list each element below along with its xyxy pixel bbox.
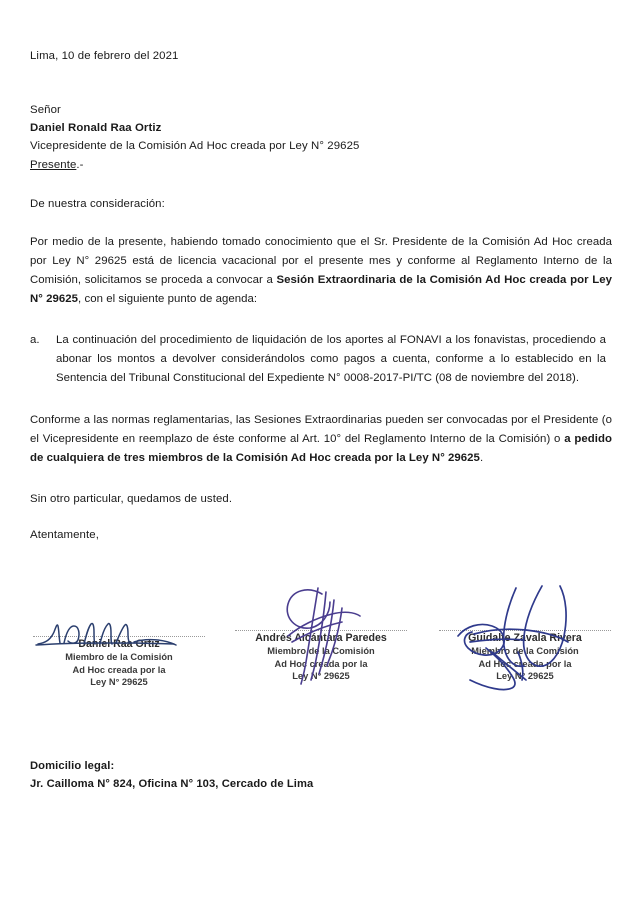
paragraph-two <box>30 411 612 468</box>
closing-line: Sin otro particular, quedamos de usted. <box>30 492 233 505</box>
addressee-position: Vicepresidente de la Comisión Ad Hoc creada por Ley N° 29625 <box>30 140 360 153</box>
paragraph-two-part-1: Conforme a las normas reglamentarias, las Sesiones Extraordinarias pueden ser convocadas por el Presidente (o el Vicepresidente en reemplazo de éste conforme al Art. 10° del Reglamento Interno de la Comisión) o <box>30 413 612 445</box>
paragraph-one <box>30 233 612 309</box>
signature-rule-1 <box>33 636 205 637</box>
agenda-item-marker: a. <box>30 334 40 347</box>
signature-name-2: Andrés Alcántara Paredes <box>255 632 387 644</box>
footer-address-block <box>30 758 313 794</box>
signature-area <box>18 588 628 718</box>
signature-name-1: Daniel Raa Ortiz <box>78 638 160 650</box>
signature-rule-3 <box>439 630 611 631</box>
signature-role-2-line-2: Ad Hoc creada por la <box>274 658 368 669</box>
footer-address: Jr. Cailloma N° 824, Oficina N° 103, Cercado de Lima <box>30 777 314 790</box>
signature-role-1-line-1: Miembro de la Comisión <box>65 652 173 663</box>
paragraph-two-part-2: . <box>479 451 484 464</box>
signature-role-2-line-3: Ley N° 29625 <box>292 671 350 682</box>
addressee-presente <box>30 156 612 174</box>
opening-salutation: De nuestra consideración: <box>30 198 165 211</box>
signature-role-1-line-3: Ley N° 29625 <box>90 677 148 688</box>
signature-role-2-line-1: Miembro de la Comisión <box>267 646 375 657</box>
signature-role-1-line-2: Ad Hoc creada por la <box>72 664 166 675</box>
addressee-salutation-title: Señor <box>30 103 61 116</box>
agenda-item <box>30 331 612 388</box>
signature-block-1 <box>24 636 214 688</box>
paragraph-one-part-1: Por medio de la presente, habiendo tomado conocimiento que el Sr. Presidente de la Comisión Ad Hoc creada por Ley N° 29625 está de licencia vacacional por el presente mes y conforme al Reglamento Interno de la Comisión, solicitamos se proceda a convocar a <box>30 236 612 287</box>
signature-name-3: Guidalte Zavala Rivera <box>468 632 582 644</box>
paragraph-one-bold-1: Sesión Extraordinaria de la Comisión Ad Hoc creada por Ley N° 29625 <box>30 274 612 306</box>
agenda-item-text: La continuación del procedimiento de liquidación de los aportes al FONAVI a los fonavistas, procediendo a abonar los montos a devolver considerándolos como pagos a cuenta, conforme a lo establecido en la Sentencia del Tribunal Constitucional del Expediente N° 0008-2017-PI/TC (08 de noviembre del 2018). <box>56 334 606 384</box>
signature-block-3 <box>430 630 620 682</box>
addressee-block <box>30 101 612 175</box>
paragraph-one-part-2: , con el siguiente punto de agenda: <box>78 293 258 306</box>
document-body <box>30 0 612 541</box>
footer-label: Domicilio legal: <box>30 760 115 772</box>
signature-role-3-line-3: Ley N° 29625 <box>496 671 554 682</box>
signature-role-3-line-2: Ad Hoc creada por la <box>478 658 572 669</box>
paragraph-two-bold-1: a pedido de cualquiera de tres miembros de la Comisión Ad Hoc creada por la Ley N° 29625 <box>30 432 613 464</box>
signature-role-3-line-1: Miembro de la Comisión <box>471 646 579 657</box>
addressee-name: Daniel Ronald Raa Ortiz <box>30 122 162 134</box>
signoff-line: Atentamente, <box>30 528 99 541</box>
presente-suffix: .- <box>76 158 84 171</box>
signature-rule-2 <box>235 630 407 631</box>
presente-word: Presente <box>30 158 77 171</box>
date-line: Lima, 10 de febrero del 2021 <box>30 50 179 62</box>
signature-block-2 <box>226 630 416 682</box>
